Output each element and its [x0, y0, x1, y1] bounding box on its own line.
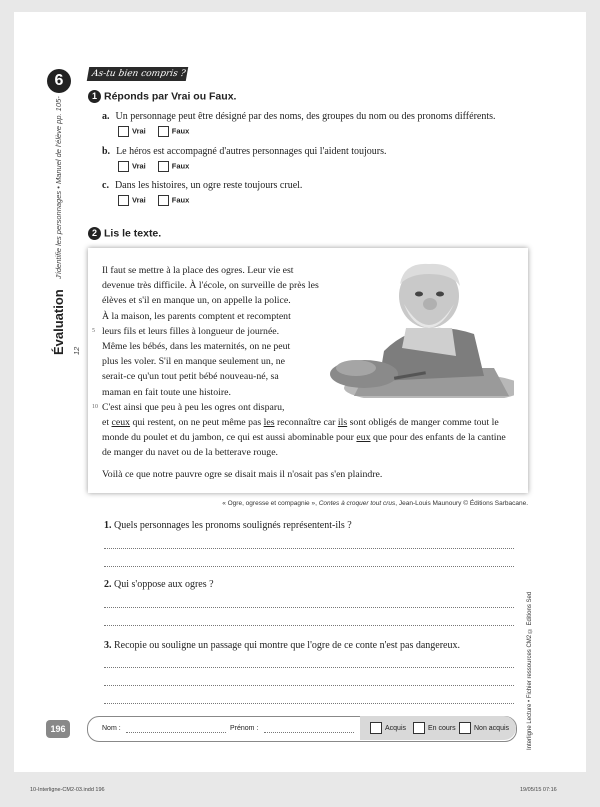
nom-label: Nom :: [102, 725, 121, 732]
question-letter: c.: [102, 180, 109, 191]
reading-text-box: [88, 248, 528, 493]
prenom-label: Prénom :: [230, 725, 259, 732]
vrai-label: Vrai: [132, 195, 146, 205]
faux-checkbox[interactable]: [158, 126, 169, 137]
story-line: [92, 324, 522, 339]
faux-option[interactable]: [158, 195, 190, 206]
story-line: devenue très difficile. À l'école, on surveille de près les: [102, 280, 319, 292]
faux-checkbox[interactable]: [158, 195, 169, 206]
question-c: [102, 180, 302, 191]
answer-line[interactable]: [104, 667, 514, 668]
question-text: Dans les histoires, un ogre reste toujours cruel.: [114, 180, 303, 191]
vrai-option[interactable]: [118, 126, 146, 137]
underlined-pronoun: ceux: [111, 417, 131, 429]
faux-label: Faux: [171, 195, 190, 205]
section1-title: Réponds par Vrai ou Faux.: [104, 90, 237, 103]
text-fragment: sont obligés de manger comme tout le: [347, 417, 499, 429]
story-line: À la maison, les parents comptent et recomptent: [102, 310, 291, 322]
non-acquis-label: Non acquis: [474, 724, 510, 732]
answer-line[interactable]: [104, 625, 514, 626]
question-number: 2.: [104, 579, 112, 590]
story-line: Il faut se mettre à la place des ogres. Leur vie est: [102, 265, 294, 276]
faux-option[interactable]: [158, 161, 190, 172]
faux-checkbox[interactable]: [158, 161, 169, 172]
vrai-option[interactable]: [118, 195, 146, 206]
answer-row-a: [118, 126, 189, 137]
side-copyright: Interligne Lecture • Fichier ressources CM2 © Éditions Sed: [527, 591, 533, 750]
en-cours-option[interactable]: [413, 722, 456, 734]
vrai-checkbox[interactable]: [118, 195, 129, 206]
evaluation-footer: [87, 716, 517, 742]
vertical-title: [50, 95, 86, 355]
vrai-checkbox[interactable]: [118, 126, 129, 137]
underlined-pronoun: eux: [356, 432, 371, 444]
section-title: Évaluation: [51, 289, 66, 355]
page-number: 196: [46, 720, 70, 738]
nom-field[interactable]: [126, 732, 226, 733]
answer-line[interactable]: [104, 566, 514, 567]
section2-title: Lis le texte.: [104, 227, 162, 240]
answer-row-b: [118, 161, 189, 172]
story-line: [102, 430, 522, 445]
question-letter: b.: [102, 146, 111, 157]
faux-label: Faux: [171, 161, 190, 171]
question-1: [104, 520, 352, 531]
story-line: plus les voler. S'il en manque seulement un, ne: [102, 356, 285, 368]
file-slug: 10-Interligne-CM2-03.indd 196: [30, 787, 105, 793]
underlined-pronoun: les: [263, 417, 275, 429]
question-number: 1.: [104, 520, 112, 531]
story-last-line: Voilà ce que notre pauvre ogre se disait mais il n'osait pas s'en plaindre.: [102, 468, 383, 480]
answer-line[interactable]: [104, 607, 514, 608]
faux-option[interactable]: [158, 126, 190, 137]
acquis-option[interactable]: [370, 722, 406, 734]
story-line: [92, 400, 522, 415]
text-fragment: reconnaître car: [274, 417, 338, 429]
story-line: [102, 415, 522, 430]
question-letter: a.: [102, 111, 110, 122]
line-number: 5: [92, 327, 95, 334]
story-line: maman en fait toute une histoire.: [102, 386, 231, 398]
section2-number: 2: [88, 227, 101, 240]
acquis-checkbox[interactable]: [370, 722, 382, 734]
question-text: Qui s'oppose aux ogres ?: [114, 579, 214, 590]
question-number: 3.: [104, 640, 112, 651]
section2-heading: [88, 227, 161, 240]
answer-line[interactable]: [104, 685, 514, 686]
question-text: Un personnage peut être désigné par des noms, des groupes du nom ou des pronoms différents.: [115, 111, 496, 122]
line-number: 10: [92, 403, 98, 410]
faux-label: Faux: [171, 126, 190, 136]
vrai-option[interactable]: [118, 161, 146, 172]
text-fragment: et: [102, 417, 112, 429]
vrai-label: Vrai: [132, 126, 146, 136]
section-subtitle: J'identifie les personnages • Manuel de l'élève pp. 105-12: [54, 96, 81, 355]
story-line: serait-ce qu'un tout petit bébé nouveau-né, sa: [102, 371, 279, 383]
story-line: Même les bébés, dans les maternités, on ne peut: [102, 341, 291, 353]
answer-line[interactable]: [104, 548, 514, 549]
text-fragment: qui restent, on ne peut même pas: [130, 417, 264, 429]
answer-row-c: [118, 195, 189, 206]
acquis-label: Acquis: [385, 724, 407, 732]
non-acquis-checkbox[interactable]: [459, 722, 471, 734]
story-line-text: C'est ainsi que peu à peu les ogres ont disparu,: [102, 401, 285, 413]
non-acquis-option[interactable]: [459, 722, 509, 734]
story-line: élèves et s'il en manque un, on appelle la police.: [102, 295, 291, 307]
en-cours-checkbox[interactable]: [413, 722, 425, 734]
citation-book: Contes à croquer tout crus: [318, 500, 396, 507]
section1-number: 1: [88, 90, 101, 103]
banner-title: As-tu bien compris ?: [87, 67, 188, 81]
story-line: de manger du navet ou de la betterave rouge.: [102, 447, 278, 459]
text-fragment: que pour des enfants de la cantine: [370, 432, 506, 444]
lesson-number-badge: 6: [47, 69, 71, 93]
vrai-checkbox[interactable]: [118, 161, 129, 172]
question-2: [104, 579, 214, 590]
story-line-text: leurs fils et leurs filles à longueur de journée.: [102, 325, 280, 337]
prenom-field[interactable]: [264, 732, 354, 733]
question-text: Recopie ou souligne un passage qui montre que l'ogre de ce conte n'est pas dangereux.: [114, 640, 460, 651]
vrai-label: Vrai: [132, 161, 146, 171]
question-a: [102, 111, 496, 122]
question-text: Le héros est accompagné d'autres personnages qui l'aident toujours.: [116, 146, 387, 157]
question-3: [104, 640, 460, 651]
story-text: [92, 263, 522, 482]
en-cours-label: En cours: [428, 724, 456, 732]
citation-title: « Ogre, ogresse et compagnie »,: [222, 500, 319, 507]
date-slug: 19/05/15 07:16: [520, 787, 557, 793]
text-fragment: monde du poulet et du jambon, ce qui est aussi abominable pour: [102, 432, 357, 444]
underlined-pronoun: ils: [337, 417, 348, 429]
source-citation: [222, 500, 528, 507]
question-b: [102, 146, 387, 157]
section1-heading: [88, 90, 236, 103]
answer-line[interactable]: [104, 703, 514, 704]
citation-author: , Jean-Louis Maunoury © Éditions Sarbacane.: [395, 500, 528, 507]
question-text: Quels personnages les pronoms soulignés représentent-ils ?: [114, 520, 352, 531]
